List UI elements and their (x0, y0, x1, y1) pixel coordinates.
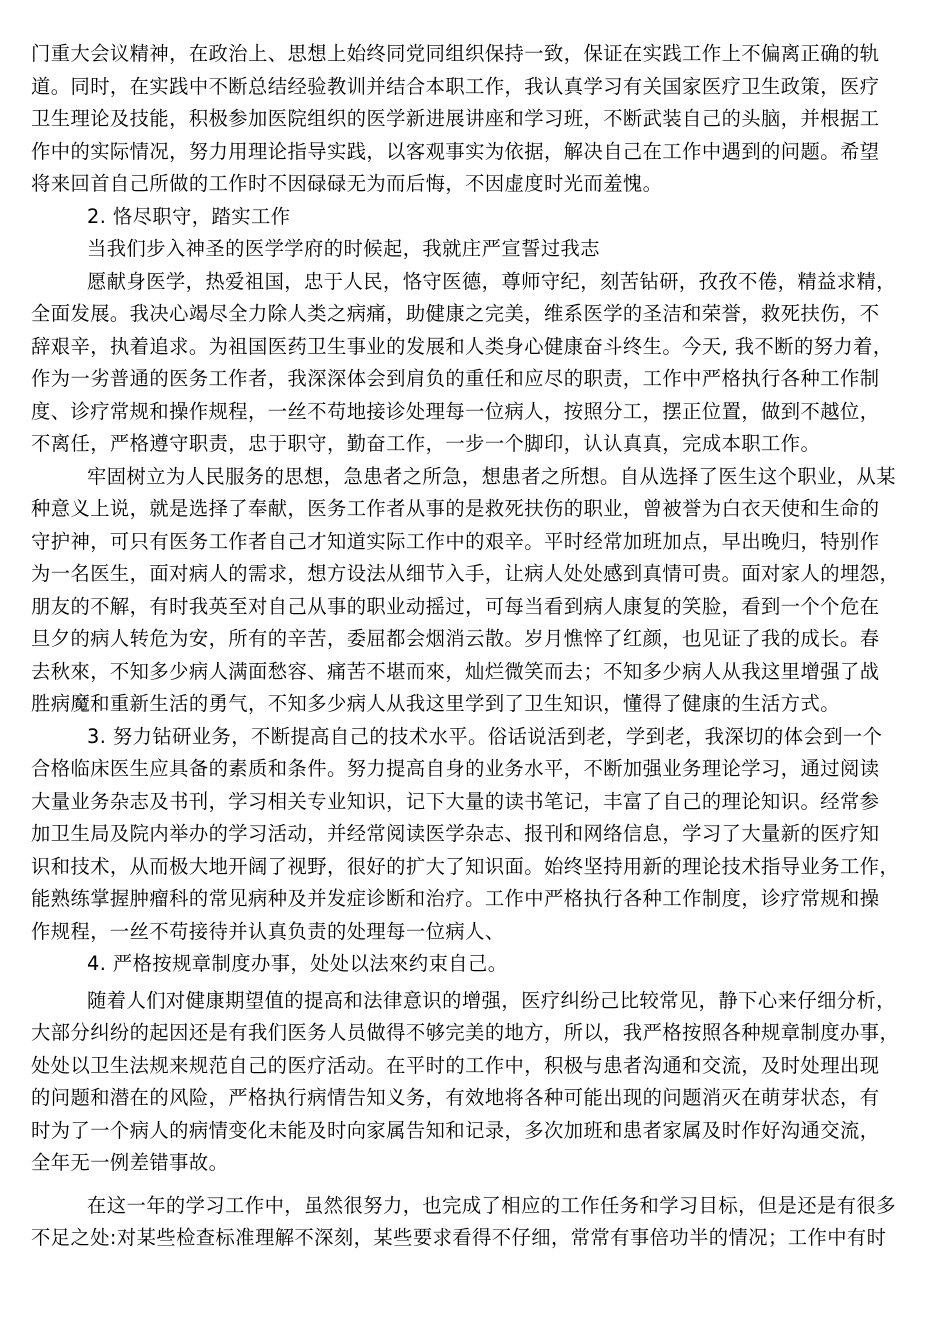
text-line: 旦夕的病人转危为安，所有的辛苦，委屈都会烟消云散。岁月憔悴了红颜，也见证了我的成长。春 (31, 627, 880, 650)
text-line: 能熟练掌握肿瘤科的常见病种及并发症诊断和治疗。工作中严格执行各种工作制度，诊疗常规和操 (31, 887, 880, 910)
text-line: 全年无一例差错事故。 (31, 1151, 229, 1174)
text-line: 加卫生局及院内举办的学习活动，并经常阅读医学杂志、报刊和网络信息，学习了大量新的医疗知 (31, 822, 880, 845)
text-line: 愿献身医学，热爱祖国，忠于人民，恪守医德，尊师守纪，刻苦钻研，孜孜不倦，精益求精， (87, 269, 896, 293)
text-line: 辞艰辛，执着追求。为祖国医药卫生事业的发展和人类身心健康奋斗终生。今天, 我不断的努力着， (31, 334, 893, 358)
text-line: 当我们步入神圣的医学学府的时候起，我就庄严宣誓过我志 (87, 237, 601, 260)
text-line: 道。同时，在实践中不断总结经验教训并结合本职工作，我认真学习有关国家医疗卫生政策，医疗 (31, 74, 880, 98)
text-line: 度、诊疗常规和操作规程，一丝不苟地接诊处理每一位病人，按照分工，摆正位置，做到不越位， (31, 399, 880, 423)
text-line: 门重大会议精神，在政治上、思想上始终同党同组织保持一致，保证在实践工作上不偏离正确的轨 (31, 42, 880, 65)
text-line: 识和技术，从而极大地开阔了视野，很好的扩大了知识面。始终坚持用新的理论技术指导业务工作， (31, 854, 900, 878)
text-line: 大部分纠纷的起因还是有我们医务人员做得不够完美的地方，所以，我严格按照各种规章制度办事， (31, 1021, 900, 1044)
section-heading: 2. 恪尽职守，踏实工作 (87, 204, 291, 228)
text-line: 胜病魔和重新生活的勇气，不知多少病人从我这里学到了卫生知识，懂得了健康的生活方式。 (31, 692, 840, 715)
text-line: 为一名医生，面对病人的需求，想方设法从细节入手，让病人处处感到真情可贵。面对家人的埋怨， (31, 562, 900, 585)
text-line: 将来回首自己所做的工作时不因碌碌无为而后悔，不因虚度时光而羞愧。 (31, 172, 663, 195)
text-line: 不离任，严格遵守职责，忠于职守，勤奋工作，一步一个脚印，认认真真，完成本职工作。 (31, 432, 821, 455)
text-line: 的问题和潜在的风险，严格执行病情告知义务，有效地将各种可能出现的问题消灭在萌芽状态，有 (31, 1086, 880, 1109)
text-line: 时为了一个病人的病情变化未能及时向家属告知和记录，多次加班和患者家属及时作好沟通交流， (31, 1118, 880, 1142)
text-line: 朋友的不解，有时我英至对自己从事的职业动摇过，可每当看到病人康复的笑脸，看到一个个危在 (31, 594, 880, 618)
text-line: 不足之处:对某些检查标准理解不深刻，某些要求看得不仔细，常常有事倍功半的情况；工作中有时 (31, 1226, 887, 1249)
text-line: 作规程，一丝不苟接待并认真负责的处理每一位病人、 (31, 919, 505, 943)
text-line: 牢固树立为人民服务的思想，急患者之所急，想患者之所想。自从选择了医生这个职业，从某 (87, 464, 896, 488)
document-body (31, 38, 929, 1255)
text-line: 处处以卫生法规来规范自己的医疗活动。在平时的工作中，积极与患者沟通和交流，及时处理出现 (31, 1053, 880, 1077)
text-line: 守护神，可只有医务工作者自己才知道实际工作中的艰辛。平时经常加班加点，早出晚归，特别作 (31, 529, 880, 553)
text-line: 大量业务杂志及书刊，学习相关专业知识，记下大量的读书笔记，丰富了自己的理论知识。经常参 (31, 789, 880, 813)
text-line: 种意义上说，就是选择了奉献，医务工作者从事的是救死扶伤的职业，曾被誉为白衣天使和生命的 (31, 497, 880, 520)
text-line: 合格临床医生应具备的素质和条件。努力提高自身的业务水平，不断加强业务理论学习，通过阅读 (31, 757, 880, 780)
text-line: 去秋來，不知多少病人满面愁容、痛苦不堪而來，灿烂微笑而去；不知多少病人从我这里增强了战 (31, 659, 880, 683)
section-heading: 4. 严格按规章制度办事，处处以法來约束自己。 (87, 952, 508, 975)
text-line: 全面发展。我决心竭尽全力除人类之病痛，助健康之完美，维系医学的圣洁和荣誉，救死扶伤，不 (31, 302, 880, 325)
text-line: 作中的实际情况，努力用理论指导实践，以客观事实为依据，解决自己在工作中遇到的问题。希望 (31, 139, 880, 163)
section-heading: 3. 努力钻研业务，不断提高自己的技术水平。俗话说活到老，学到老，我深切的体会到一个 (87, 724, 883, 748)
text-line: 作为一劣普通的医务工作者，我深深体会到肩负的重任和应尽的职责，工作中严格执行各种工作制 (31, 367, 880, 390)
text-line: 在这一年的学习工作中，虽然很努力，也完成了相应的工作任务和学习目标，但是还是有很多 (87, 1193, 896, 1217)
text-line: 随着人们对健康期望值的提高和法律意识的增强，医疗纠纷己比较常见，静下心来仔细分析， (87, 988, 896, 1012)
text-line: 卫生理论及技能，积极参加医院组织的医学新进展讲座和学习班，不断武装自己的头脑，并根据工 (31, 107, 880, 130)
